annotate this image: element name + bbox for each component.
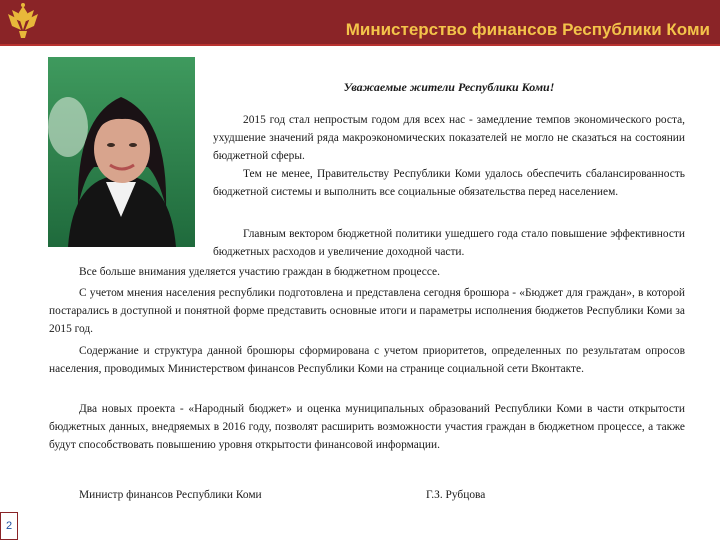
page-number: 2	[5, 520, 13, 532]
letter-paragraph: Все больше внимания уделяется участию граждан в бюджетном процессе.	[79, 266, 440, 278]
letter-paragraph: Содержание и структура данной брошюры сформирована с учетом приоритетов, определенных по результатам опросов населения, проводимых Министерством финансов Республики Коми на странице социальной сети Вконтакте.	[49, 345, 685, 375]
signature-title: Министр финансов Республики Коми	[79, 489, 262, 501]
page-title: Министерство финансов Республики Коми	[345, 20, 710, 39]
header-divider	[0, 44, 720, 46]
letter-paragraph: 2015 год стал непростым годом для всех нас - замедление темпов экономического роста, ухудшение значений ряда макроэкономических показателей не могло не сказаться на состоянии бюджетной сферы.	[213, 114, 685, 162]
letter-paragraph: Два новых проекта - «Народный бюджет» и оценка муниципальных образований Республики Коми в части открытости бюджетных данных, внедряемых в 2016 году, позволят расширить возможности участия граждан в бюджетном процессе, а также будут способствовать повышению уровня открытости финансовой информации.	[49, 403, 685, 451]
portrait-photo	[48, 57, 195, 247]
komi-emblem-icon	[0, 0, 46, 44]
signature-name: Г.З. Рубцова	[426, 489, 486, 501]
letter-paragraph: Тем не менее, Правительству Республики Коми удалось обеспечить сбалансированность бюджетной системы и выполнить все социальные обязательства перед населением.	[213, 168, 685, 198]
letter-greeting: Уважаемые жители Республики Коми!	[343, 80, 555, 94]
letter-paragraph: Главным вектором бюджетной политики ушедшего года стало повышение эффективности бюджетных расходов и увеличение доходной части.	[213, 228, 685, 258]
letter-paragraph: С учетом мнения населения республики подготовлена и представлена сегодня брошюра - «Бюджет для граждан», в которой постарались в доступной и понятной форме представить основные итоги и параметры исполнения бюджетов Республики Коми за 2015 год.	[49, 287, 685, 335]
